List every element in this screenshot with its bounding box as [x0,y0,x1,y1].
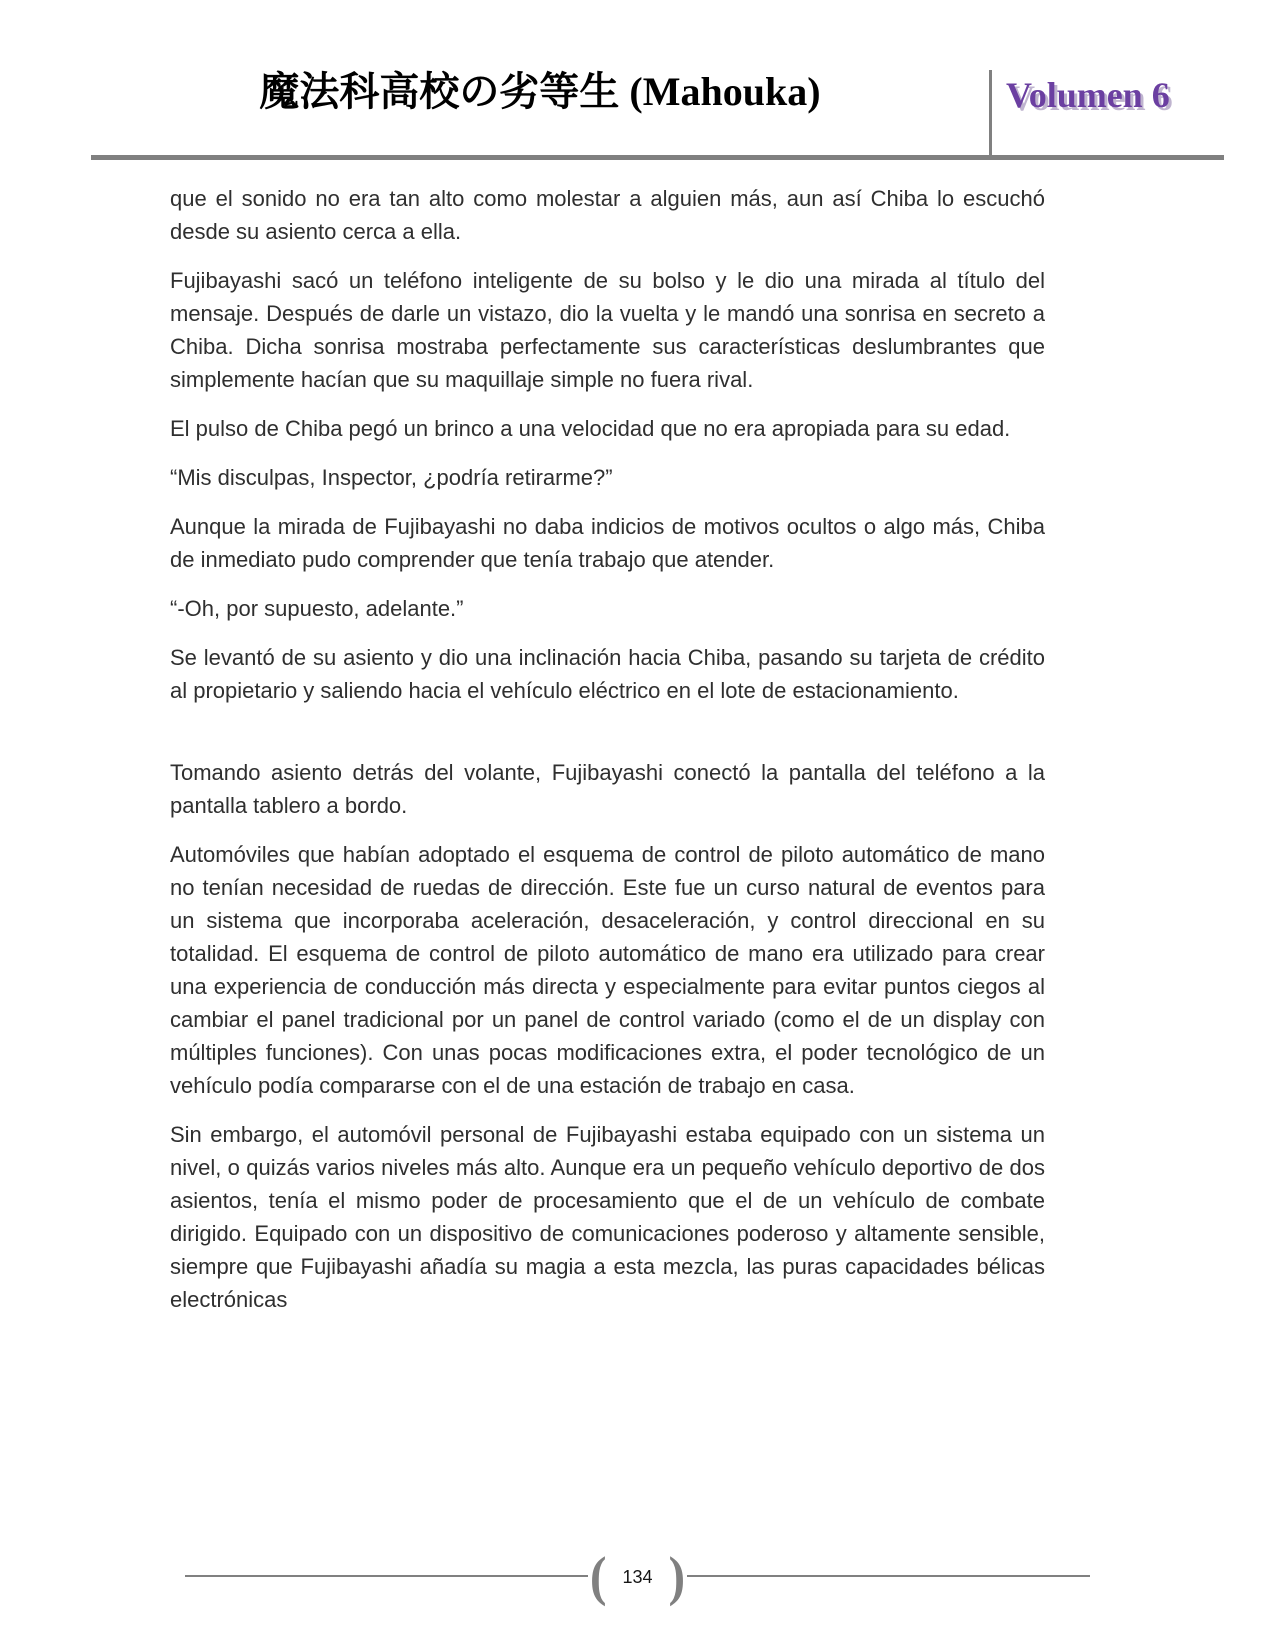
volume-separator-bar [989,70,992,155]
paragraph: “Mis disculpas, Inspector, ¿podría retirarme?” [170,465,613,490]
paragraph: que el sonido no era tan alto como molestar a alguien más, aun así Chiba lo escuchó desde su asiento cerca a ella. [170,186,1045,244]
paragraph: Fujibayashi sacó un teléfono inteligente de su bolso y le dio una mirada al título del mensaje. Después de darle un vistazo, dio la vuelta y le mandó una sonrisa en secreto a Chiba. Dicha sonrisa mostraba perfectamente sus características deslumbrantes que simplemente hacían que su maquillaje simple no fuera rival. [170,268,1045,392]
footer-right-bracket: ) [668,1545,686,1607]
paragraph: Aunque la mirada de Fujibayashi no daba indicios de motivos ocultos o algo más, Chiba de inmediato pudo comprender que tenía trabajo que atender. [170,514,1045,572]
paragraph: Automóviles que habían adoptado el esquema de control de piloto automático de mano no tenían necesidad de ruedas de dirección. Este fue un curso natural de eventos para un sistema que incorporaba aceleración, desaceleración, y control direccional en su totalidad. El esquema de control de piloto automático de mano era utilizado para crear una experiencia de conducción más directa y especialmente para evitar puntos ciegos al cambiar el panel tradicional por un panel de control variado (como el de un display con múltiples funciones). Con unas pocas modificaciones extra, el poder tecnológico de un vehículo podía compararse con el de una estación de trabajo en casa. [170,842,1045,1098]
paragraph: El pulso de Chiba pegó un brinco a una velocidad que no era apropiada para su edad. [170,416,1011,441]
page-footer [185,1545,1090,1607]
body-text [170,182,1045,1332]
paragraph: Sin embargo, el automóvil personal de Fujibayashi estaba equipado con un sistema un nivel, o quizás varios niveles más alto. Aunque era un pequeño vehículo deportivo de dos asientos, tenía el mismo poder de procesamiento que el de un vehículo de combate dirigido. Equipado con un dispositivo de comunicaciones poderoso y altamente sensible, siempre que Fujibayashi añadía su magia a esta mezcla, las puras capacidades bélicas electrónicas [170,1122,1045,1312]
footer-line-right [687,1575,1090,1577]
volume-label: Volumen 6 [1006,75,1170,115]
footer-left-bracket: ( [589,1545,607,1607]
page-title: 魔法科高校の劣等生 (Mahouka) [259,69,821,114]
paragraph: Tomando asiento detrás del volante, Fujibayashi conectó la pantalla del teléfono a la pantalla tablero a bordo. [170,760,1045,818]
page-number: 134 [622,1567,653,1587]
footer-line-left [185,1575,588,1577]
paragraph: “-Oh, por supuesto, adelante.” [170,596,464,621]
header-rule [91,155,1224,160]
paragraph: Se levantó de su asiento y dio una inclinación hacia Chiba, pasando su tarjeta de crédito al propietario y saliendo hacia el vehículo eléctrico en el lote de estacionamiento. [170,645,1045,703]
